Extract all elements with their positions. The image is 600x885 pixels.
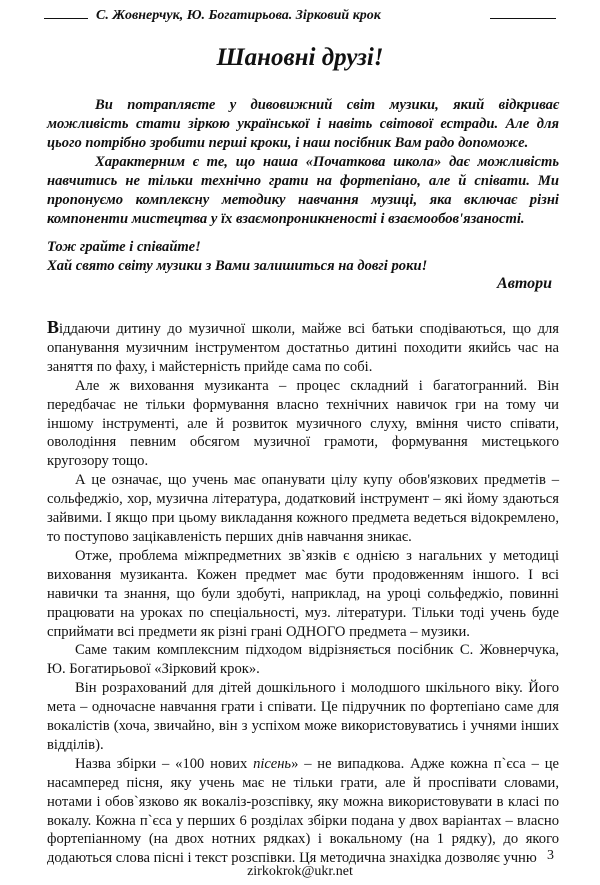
closing-line: Тож грайте і співайте! (47, 239, 201, 255)
body-paragraph-text: » – не випадкова. Адже кожна п`єса – це насамперед пісня, яку учень має не тільки грати, але й проспівати словами, нотами і обов`язково як вокаліз-розспівку, яку можна використовувати в класі по вокалу. Кожна п`єса у перших 6 розділах збірки подана у двох варіантах – власно фортепіанному (на двох нотних рядках) і вокальному (на 1 рядку), до якого додаються слова пісні і текст розспівки. Ця методична знахідка дозволяє учню (47, 755, 560, 867)
body-paragraph-text: Назва збірки – «100 нових (75, 755, 254, 772)
running-title: С. Жовнерчук, Ю. Богатирьова. Зірковий крок (96, 8, 381, 23)
body-paragraph-text: іддаючи дитину до музичної школи, майже всі батьки сподіваються, що для опанування музичним інструментом достатньо дитині походити якийсь час на заняття по фаху, і майстерність прийде сама по собі. (47, 321, 559, 375)
running-header (44, 8, 556, 30)
body-paragraph: Але ж виховання музиканта – процес складний і багатогранний. Він передбачає не тільки формування власно технічних навичок гри на тому чи іншому інструменті, але й розвиток музичного слуху, вміння чисто співати, оволодіння певним обсягом музичної грамоти, формування мистецького кругозору тощо. (47, 377, 559, 470)
body-paragraph (47, 755, 559, 868)
intro-paragraph: Ви потрапляєте у дивовижний світ музики, який відкриває можливість стати зіркою української і навіть світової естради. Але для цього потрібно зробити перші кроки, і наш посібник Вам радо допоможе. (47, 97, 559, 151)
header-rule-left (44, 18, 88, 19)
body-paragraph (47, 318, 559, 377)
header-rule-right (490, 18, 556, 19)
initial-letter: В (47, 317, 60, 337)
body-paragraph: Отже, проблема міжпредметних зв`язків є однією з нагальних у методиці виховання музиканта. Кожен предмет має бути продовженням іншого. І всі навички та знання, що були здобуті, наприклад, на уроці сольфеджіо, повинні працювати на уроках по спеціальності, муз. літератури. Тільки тоді учень буде сприймати всі предмети як різні грані ОДНОГО предмета – музики. (47, 547, 559, 640)
body-text (47, 318, 559, 868)
authors-signature: Автори (497, 275, 552, 292)
closing-line: Хай свято світу музики з Вами залишиться на довгі роки! (47, 258, 428, 274)
page-number: 3 (547, 848, 554, 863)
emphasis-text: пісень (253, 755, 292, 772)
closing-section (47, 238, 559, 276)
body-paragraph: А це означає, що учень має опанувати цілу купу обов'язкових предметів – сольфеджіо, хор, музична література, додатковий інструмент – які йому здаються зайвими. І якщо при цьому викладання кожного предмета ведеться відокремлено, то поступово зацікавленість перших днів навчання зникає. (47, 472, 559, 545)
page-title: Шановні друзі! (216, 44, 384, 71)
body-paragraph: Саме таким комплексним підходом відрізняється посібник С. Жовнерчука, Ю. Богатирьової «Зірковий крок». (47, 642, 559, 678)
intro-section (47, 96, 559, 229)
footer-email: zirkokrok@ukr.net (247, 864, 353, 879)
intro-paragraph: Характерним є те, що наша «Початкова школа» дає можливість навчитись не тільки технічно грати на фортепіано, але й співати. Ми пропонуємо комплексну методику навчання музиці, яка включає різні компоненти мистецтва у їх взаємопроникненості і взаємообов'язаності. (47, 154, 559, 227)
body-paragraph: Він розрахований для дітей дошкільного і молодшого шкільного віку. Його мета – одночасне навчання грати і співати. Це підручник по фортепіано саме для вокалістів (хоча, звичайно, він з успіхом може використовуватись і учнями інших відділів). (47, 680, 559, 753)
